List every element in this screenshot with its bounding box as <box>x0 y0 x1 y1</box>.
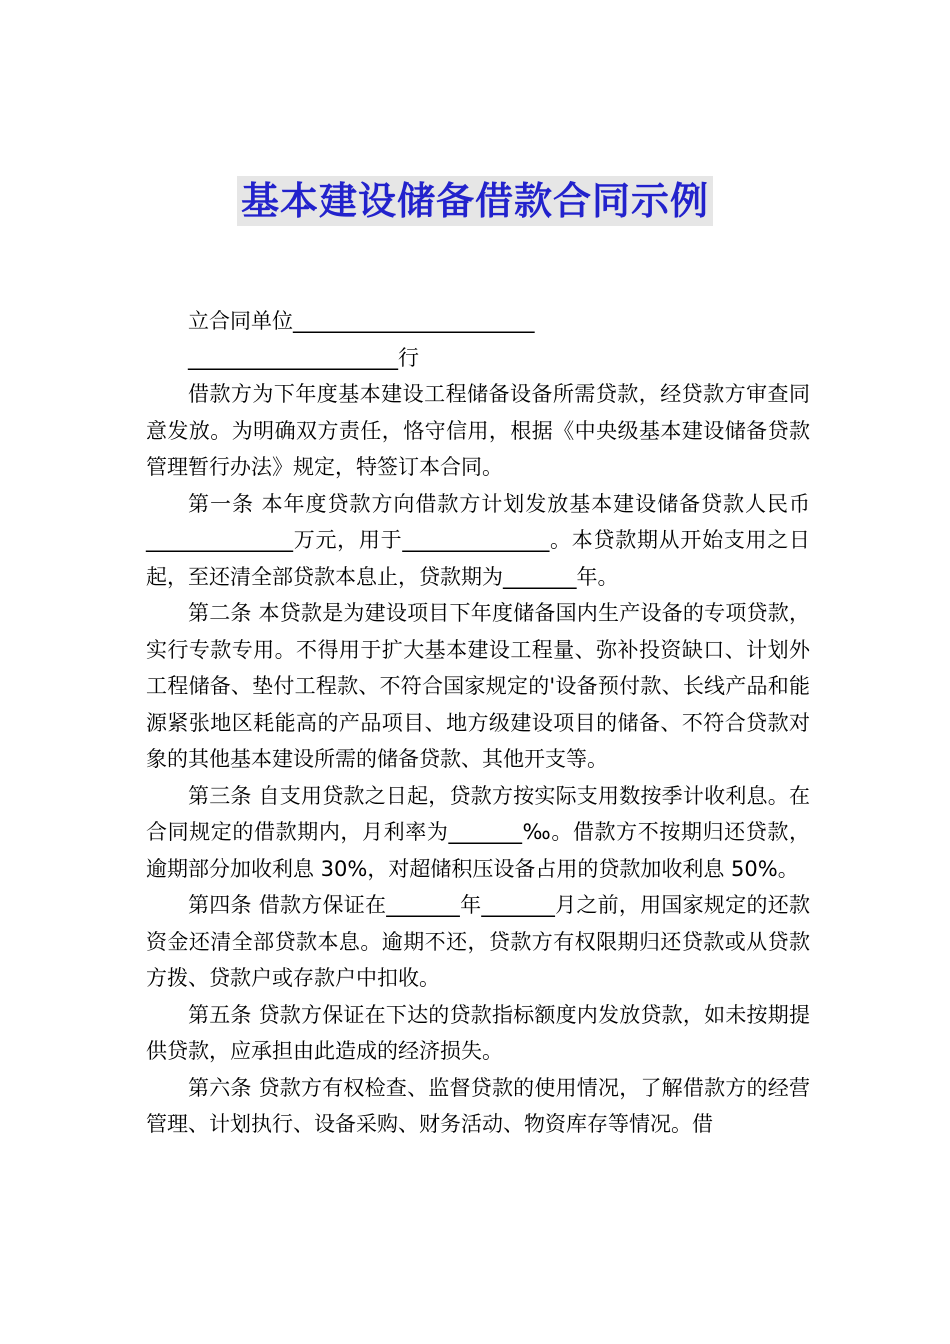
paragraph-bank: ____________________行 <box>188 345 419 370</box>
paragraph-article-5: 第五条 贷款方保证在下达的贷款指标额度内发放贷款，如未按期提供贷款，应承担由此造成的经济损失。 <box>146 1002 810 1063</box>
paragraph-article-6: 第六条 贷款方有权检查、监督贷款的使用情况，了解借款方的经营管理、计划执行、设备采购、财务活动、物资库存等情况。借 <box>146 1075 810 1136</box>
paragraph-article-4: 第四条 借款方保证在_______年_______月之前，用国家规定的还款资金还清全部贷款本息。逾期不还，贷款方有权限期归还贷款或从贷款方拨、贷款户或存款户中扣收。 <box>146 893 810 990</box>
paragraph-article-1: 第一条 本年度贷款方向借款方计划发放基本建设储备贷款人民币______________万元，用于______________。本贷款期从开始支用之日起，至还清全部贷款本息止，贷款期为_______年。 <box>146 491 810 589</box>
paragraph-preamble: 借款方为下年度基本建设工程储备设备所需贷款，经贷款方审查同意发放。为明确双方责任，恪守信用，根据《中央级基本建设储备贷款管理暂行办法》规定，特签订本合同。 <box>146 382 810 479</box>
paragraph-parties: 立合同单位_______________________ <box>188 309 535 333</box>
document-body <box>146 303 810 1143</box>
paragraph-article-2: 第二条 本贷款是为建设项目下年度储备国内生产设备的专项贷款，实行专款专用。不得用于扩大基本建设工程量、弥补投资缺口、计划外工程储备、垫付工程款、不符合国家规定的'设备预付款、长线产品和能源紧张地区耗能高的产品项目、地方级建设项目的储备、不符合贷款对象的其他基本建设所需的储备贷款、其他开支等。 <box>146 601 810 771</box>
document-title: 基本建设储备借款合同示例 <box>237 176 713 226</box>
title-container <box>0 176 950 226</box>
paragraph-article-3: 第三条 自支用贷款之日起，贷款方按实际支用数按季计收利息。在合同规定的借款期内，月利率为_______‰。借款方不按期归还贷款，逾期部分加收利息 30%，对超储积压设备占用的贷款加收利息 50%。 <box>146 783 810 881</box>
